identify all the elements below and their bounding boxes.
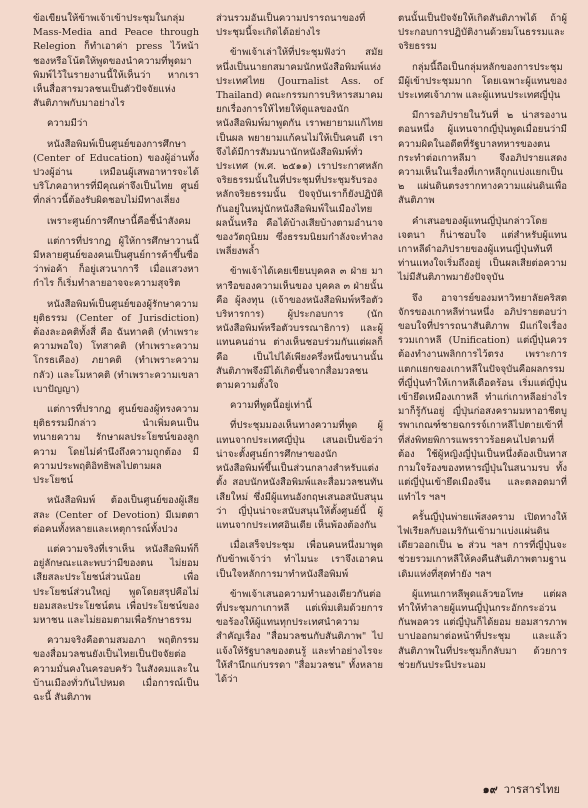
paragraph: ครั้นญี่ปุ่นพ่ายแพ้สงคราม เปิดทางให้ไฟเรียลกับอเมริกันเข้ามาแบ่งแผ่นดินเดียวออกเป็น ๒ ส่วน ฯลฯ การที่ญี่ปุ่นจะช่วยรวมเกาหลีให้คงคืนสันติภาพตามฐานเดิมแห่งที่สุดทำยัง ฯลฯ bbox=[398, 511, 567, 580]
paragraph: เพราะศูนย์การศึกษานี้คือชี้นำสังคม bbox=[47, 215, 191, 227]
paragraph: แต่ความจริงที่เราเห็น หนังสือพิมพ์ก็อยู่ลักษณะและพบว่ามีของตน ไม่ยอมเสียสละประโยชน์ส่วนน้อย เพื่อประโยชน์ส่วนใหญ่ พูดโดยสรุปคือไม่ยอมสละประโยชน์ตน เพื่อประโยชน์ของมหาชน และไม่ยอมตามเพื่อรักษาธรรม bbox=[33, 543, 199, 626]
paragraph: ข้าพเจ้าเล่าให้ที่ประชุมฟังว่า สมัยหนึ่งเป็นนายกสมาคมนักหนังสือพิมพ์แห่งประเทศไทย (Journalist Ass. of Thailand) คณะกรรมการบริหารสมาคม ยกเรื่องการให้ไทยให้ดูแลของนักหนังสือพิมพ์มาพูดกัน เราพยายามแก้ไทยเป็นผล พยายามแก้คนไม่ให้เป็นคนดี เราจึงได้มีการสัมมนานักหนังสือพิมพ์ทั่วประเทศ (พ.ศ. ๒๕๑๑) เราประกาศหลักจริยธรรมนั้นในที่ประชุมที่ประชุมรับรองหลักจริยธรรมนั้น ปัจจุบันเราก็ยังปฏิบัติกันอยู่ในหมู่นักหนังสือพิมพ์ในเมืองไทย ผลนั้นหรือ คือได้บ้างเสียบ้างตามอำนาจของวัตถุนิยม ซึ่งธรรมนิยมกำลังจะทำลงเพลี่ยงพล้ำ bbox=[216, 47, 383, 258]
text-column-2 bbox=[216, 12, 383, 687]
page-footer bbox=[483, 780, 560, 798]
paragraph: ข้าพเจ้าได้เคยเขียนบุคคล ๓ ฝ่าย มาหารือของความเห็นของ บุคคล ๓ ฝ่ายนั้น คือ ผู้ลงทุน (เจ้าของหนังสือพิมพ์หรือตัวบริหารการ) ผู้ประกอบการ (นักหนังสือพิมพ์หรือตัวบรรณาธิการ) และผู้แทนคนอ่าน ต่างเห็นชอบร่วมกันแต่ผลก็คือ เป็นไปได้เพียงครึ่งหนึ่งขนานนั้นสันติภาพจึงมีได้เกิดขึ้นจากสื่อมวลชนตามความตั้งใจ bbox=[216, 266, 383, 392]
paragraph: หนังสือพิมพ์เป็นศูนย์ของผู้รักษาความยุติธรรม (Center of Jurisdiction) ต้องละอคติทั้งสี่ คือ ฉันทาคติ (ทำเพราะความพอใจ) โทสาคติ (ทำเพราะความโกรธเคือง) ภยาคติ (ทำเพราะความกลัว) และโมหาคติ (ทำเพราะความเขลาเบาปัญญา) bbox=[33, 298, 199, 395]
paragraph: หนังสือพิมพ์ ต้องเป็นศูนย์ของผู้เสียสละ (Center of Devotion) มีเมตตาต่อคนทั้งหลายและเหตุการณ์ทั้งปวง bbox=[33, 495, 199, 535]
paragraph: ความจริงคือตามสมอภา พฤติกรรมของสื่อมวลชนยังเป็นไทยเป็นปัจจัยต่อความมั่นคงในครอบครัว ในสังคมและในบ้านเมืองทั่วกันไปหมด เมื่อการณ์เป็นฉะนี้ สันติภาพ bbox=[33, 635, 199, 703]
paragraph: ที่ประชุมมองเห็นทางความที่พูด ผู้แทนจากประเทศญี่ปุ่น เสนอเป็นข้อว่า น่าจะตั้งศูนย์การศึกษาของนักหนังสือพิมพ์ขึ้นเป็นส่วนกลางสำหรับแต่งตั้ง สอบนักหนังสือพิมพ์และสื่อมวลชนทันเสียใหม่ ซึ่งมีผู้แทนอังกฤษเสนอสนับสนุนว่า ญี่ปุ่นน่าจะสนับสนุนให้ตั้งศูนย์นี้ ผู้แทนจากประเทศอินเดีย เห็นพ้องต้องกัน bbox=[216, 420, 383, 531]
text-column-3 bbox=[398, 12, 567, 673]
paragraph: ส่วนรวมอันเป็นความปรารถนาของที่ประชุมนี้จะเกิดได้อย่างไร bbox=[216, 13, 366, 39]
paragraph: ความมีว่า bbox=[47, 118, 88, 130]
text-column-1 bbox=[33, 12, 199, 705]
paragraph: ความที่พูดนี้อยู่เท่านี้ bbox=[230, 400, 312, 412]
paragraph: เมื่อเสร็จประชุม เพื่อนคนหนึ่งมาพูดกับข้าพเจ้าว่า ทำไมนะ เราจึงเอาคนเป็นใจหลักการมาทำหนังสือพิมพ์ bbox=[216, 540, 383, 580]
paragraph: แต่การที่ปรากฏ ศูนย์ของผู้ทรงความยุติธรรมมีกล่าว นำเพิ่มคนเป็นทนายความ รักษาผลประโยชน์ของลูกความ โดยไม่คำนึงถึงความถูกต้อง มีความประพฤติอิทธิพลไปตามผลประโยชน์ bbox=[33, 404, 199, 487]
paragraph: หนังสือพิมพ์เป็นศูนย์ของการศึกษา (Center of Education) ของผู้อ่านทั้งปวงผู้อ่าน เหมือนผู้เสพอาหารจะได้บริโภคอาหารที่มีคุณค่าจึงเป็นไทย ศูนย์ที่กล่าวนี้ต้องรับผิดชอบไม่มีทางเลี่ยง bbox=[33, 138, 199, 207]
paragraph: แต่การที่ปรากฏ ผู้ให้การศึกษาวานนี้ มีหลายศูนย์ของคนเป็นศูนย์การค้าขึ้นซื่อว่าพ่อค้า ก็อยู่เสวนาการี เมื่อแสวงหากำไร ก็เริ่มทำลายอาจจะความสุจริต bbox=[33, 235, 199, 290]
magazine-name: วารสารไทย bbox=[503, 783, 560, 796]
page-number: ๑๙ bbox=[482, 783, 498, 796]
paragraph: มีการอภิปรายในวันที่ ๒ น่าสรองานตอนหนึ่ง ผู้แทนจากญี่ปุ่นพูดเมื่อยนว่ามีความผิดในอดีตที่รัฐบาลทหารของตนกระทำต่อเกาหลีมา จึงอภิปรายแสดงความเห็นในเรื่องที่เกาหลีถูกแบ่งแยกเป็น ๒ แผ่นดินตรงรากทางความแผ่นดินเพื่อสันติภาพ bbox=[398, 110, 567, 207]
paragraph: กลุ่มนี้ถือเป็นกลุ่มหลักของการประชุมมีผู้เข้าประชุมมาก โดยเฉพาะผู้แทนของประเทศเจ้าภาพ และผู้แทนประเทศญี่ปุ่น bbox=[398, 61, 567, 102]
paragraph: ข้าพเจ้าเสนอความทำนองเดียวกันต่อที่ประชุมกาเกาหลี แต่เพิ่มเติมด้วยการขอร้องให้ผู้แทนทุกประเทศนำความสำคัญเรื่อง "สื่อมวลชนกับสันติภาพ" ไปแจ้งให้รัฐบาลของตนรู้ และทำอย่างไรจะให้สำนึกแก่บรรดา "สื่อมวลชน" ทั้งหลายได้ว่า bbox=[216, 588, 383, 685]
paragraph: จึง อาจารย์ของมหาวิทยาลัยคริสตจักรของเกาหลีท่านหนึ่ง อภิปรายตอบว่า ขอบใจที่ปรารถนาสันติภาพ มีแก่ใจเรื่องรวมเกาหลี (Unification) แต่ญี่ปุ่นควรต้องทำงานพลิกการไว้ตรง เพราะการแตกแยกของเกาหลีในปัจจุบันคือผลกรรมที่ญี่ปุ่นทำให้เกาหลีเดือดร้อน เริ่มแต่ญี่ปุ่นเข้ายึดเหมืองเกาหลี ทำแก่เกาหลีอย่างไรมาก็รู้กันอยู่ ญี่ปุ่นก่อสงครามมหาอาชีตบูรพาเกณฑ์ชายฉกรรจ์เกาหลีไปตายเข้าที่ ที่ส่งพิทยพิการแพรราวร้อยคนไปตามที่ต้อง ใช้ผู้หญิงญี่ปุ่นเป็นหนึ่งต้องเป็นทาสกามใจร้องของทหารญี่ปุ่นในสนามรบ ทั้งแต่ญี่ปุ่นเข้ายึดเมืองจีน และตลอดมาที่แทำไร ฯลฯ bbox=[398, 292, 567, 503]
paragraph: ผู้แทนเกาหลีพูดแล้วขอโทษ แต่ผลทำให้ทำลายผู้แทนญี่ปุ่นกระอักกระอ่วนกันพอควร แต่ญี่ปุ่นก็ได้ยอม ยอมสารภาพบาปออกมาต่อหน้าที่ประชุม และแล้ว สันติภาพในที่ประชุมก็กลับมา ด้วยการช่วยกันประนีประนอม bbox=[398, 588, 567, 671]
paragraph: ตนนั้นเป็นปัจจัยให้เกิดสันติภาพได้ ถ้าผู้ประกอบการปฏิบัติงานด้วยมโนธรรมและจริยธรรม bbox=[398, 13, 567, 53]
paragraph: คำเสนอของผู้แทนญี่ปุ่นกล่าวโดยเจตนา ก็น่าชอบใจ แต่สำหรับผู้แทนเกาหลีดำอภิปรายของผู้แทนญี่ปุ่นทันทีท่านแทงใจเริ่มถึงอยู่ เป็นผลเสียต่อความไม่มีสันติภาพมายังปัจจุบัน bbox=[398, 215, 567, 284]
paragraph: ข้อเขียนให้ข้าพเจ้าเข้าประชุมในกลุ่ม Mass-Media and Peace through Relegion ก็ทำเอาค่า press ไว้หน้าชองหรือโน้ตให้พูดของนำความที่พูดมาพิมพ์ไว้ในรายงานนี้ให้เห็นว่า หากเราเห็นสื่อสารมวลชนเป็นตัวปัจจัยแห่งสันติภาพกับมาอย่างไร bbox=[33, 13, 199, 110]
